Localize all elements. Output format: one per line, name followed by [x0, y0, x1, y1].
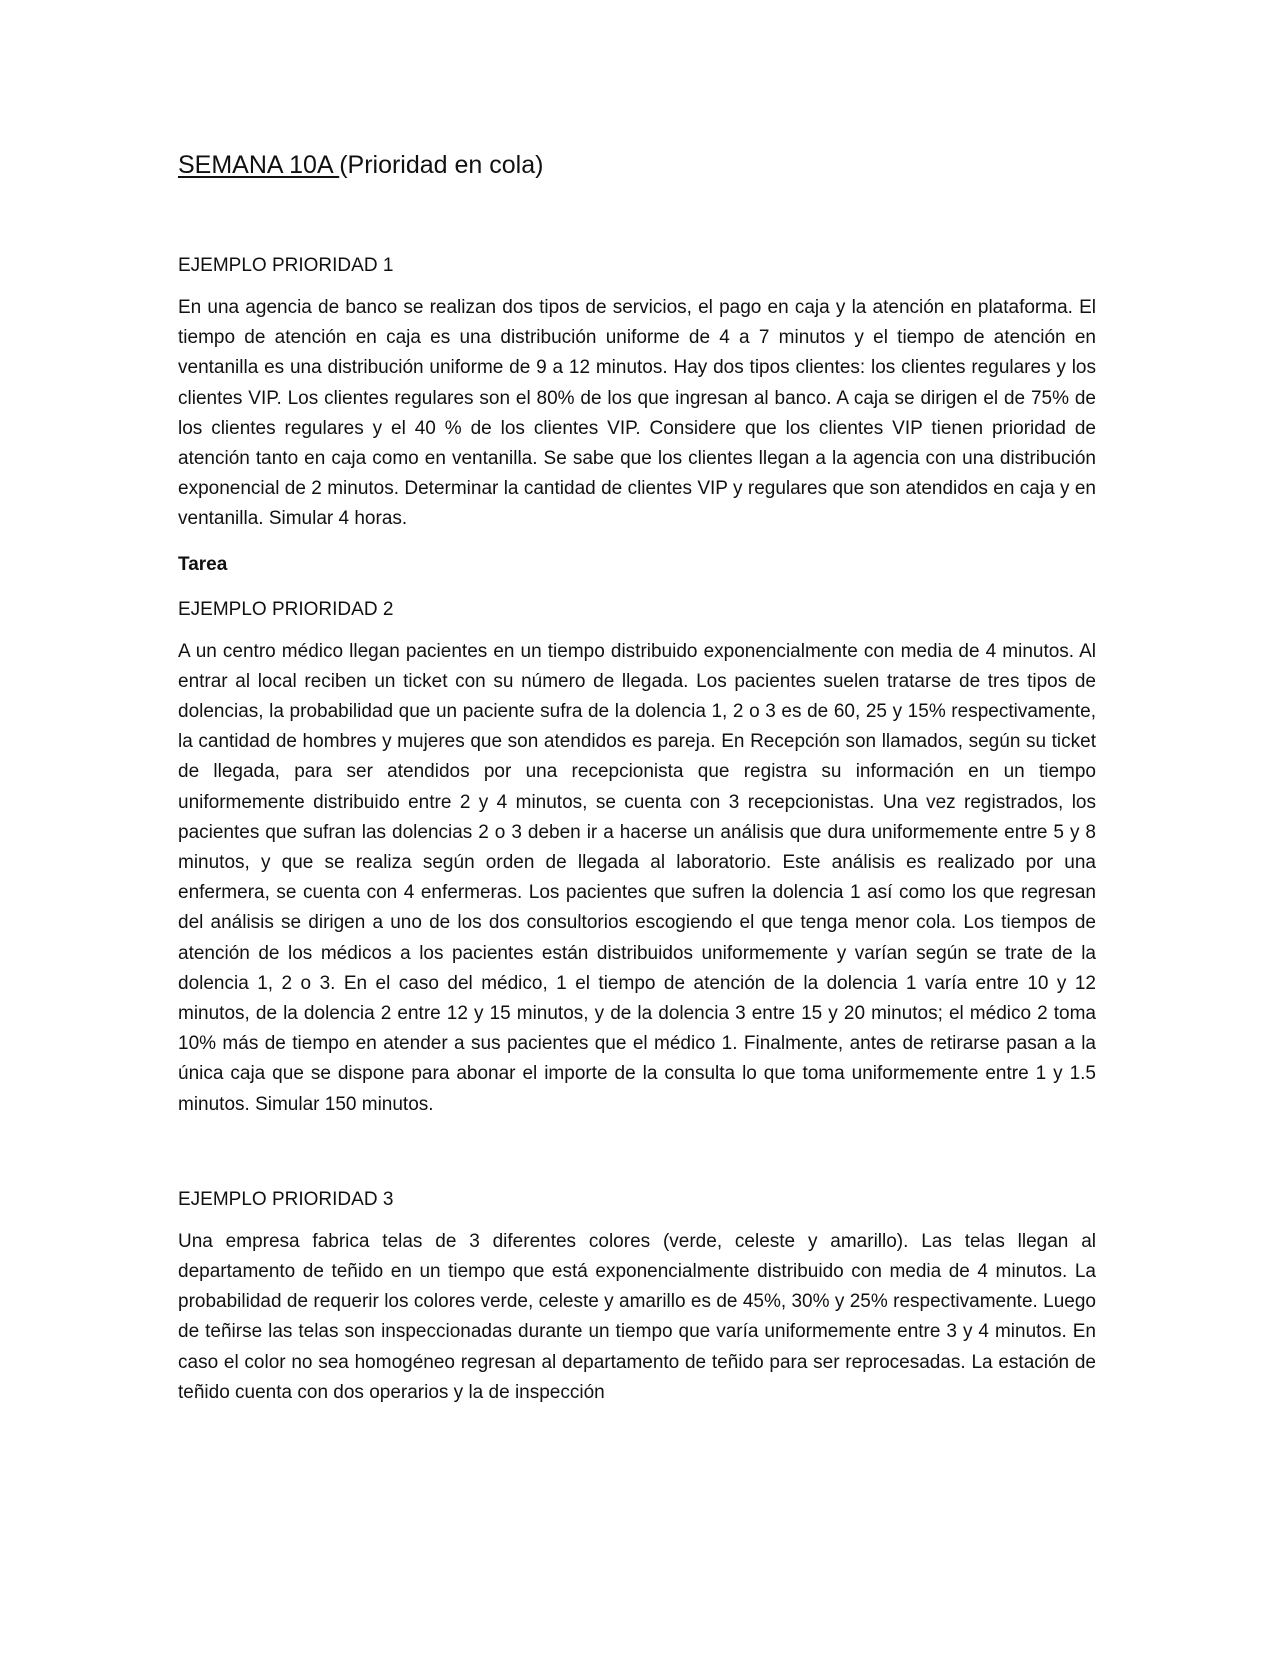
tarea-heading: Tarea: [178, 553, 228, 575]
page-title-main: SEMANA 10A: [178, 151, 340, 179]
section-heading-ejemplo-1: EJEMPLO PRIORIDAD 1: [178, 255, 394, 276]
document-page: [178, 148, 1096, 1424]
section-heading-ejemplo-3: EJEMPLO PRIORIDAD 3: [178, 1188, 394, 1210]
section-paragraph-ejemplo-1: En una agencia de banco se realizan dos tipos de servicios, el pago en caja y la atención en plataforma. El tiempo de atención en caja es una distribución uniforme de 4 a 7 minutos y el tiempo de atención en ventanilla es una distribución uniforme de 9 a 12 minutos. Hay dos tipos clientes: los clientes regulares y los clientes VIP. Los clientes regulares son el 80% de los que ingresan al banco. A caja se dirigen el de 75% de los clientes regulares y el 40 % de los clientes VIP. Considere que los clientes VIP tienen prioridad de atención tanto en caja como en ventanilla. Se sabe que los clientes llegan a la agencia con una distribución exponencial de 2 minutos. Determinar la cantidad de clientes VIP y regulares que son atendidos en caja y en ventanilla. Simular 4 horas.: [178, 297, 1096, 530]
section-paragraph-ejemplo-3: Una empresa fabrica telas de 3 diferentes colores (verde, celeste y amarillo). Las telas llegan al departamento de teñido en un tiempo que está exponencialmente distribuido con media de 4 minutos. La probabilidad de requerir los colores verde, celeste y amarillo es de 45%, 30% y 25% respectivamente. Luego de teñirse las telas son inspeccionadas durante un tiempo que varía uniformemente entre 3 y 4 minutos. En caso el color no sea homogéneo regresan al departamento de teñido para ser reprocesadas. La estación de teñido cuenta con dos operarios y la de inspección: [178, 1230, 1096, 1403]
section-paragraph-ejemplo-2: A un centro médico llegan pacientes en un tiempo distribuido exponencialmente con media de 4 minutos. Al entrar al local reciben un ticket con su número de llegada. Los pacientes suelen tratarse de tres tipos de dolencias, la probabilidad que un paciente sufra de la dolencia 1, 2 o 3 es de 60, 25 y 15% respectivamente, la cantidad de hombres y mujeres que son atendidos es pareja. En Recepción son llamados, según su ticket de llegada, para ser atendidos por una recepcionista que registra su información en un tiempo uniformemente distribuido entre 2 y 4 minutos, se cuenta con 3 recepcionistas. Una vez registrados, los pacientes que sufran las dolencias 2 o 3 deben ir a hacerse un análisis que dura uniformemente entre 5 y 8 minutos, y que se realiza según orden de llegada al laboratorio. Este análisis es realizado por una enfermera, se cuenta con 4 enfermeras. Los pacientes que sufren la dolencia 1 así como los que regresan del análisis se dirigen a uno de los dos consultorios escogiendo el que tenga menor cola. Los tiempos de atención de los médicos a los pacientes están distribuidos uniformemente y varían según se trate de la dolencia 1, 2 o 3. En el caso del médico, 1 el tiempo de atención de la dolencia 1 varía entre 10 y 12 minutos, de la dolencia 2 entre 12 y 15 minutos, y de la dolencia 3 entre 15 y 20 minutos; el médico 2 toma 10% más de tiempo en atender a sus pacientes que el médico 1. Finalmente, antes de retirarse pasan a la única caja que se dispone para abonar el importe de la consulta lo que toma uniformemente entre 1 y 1.5 minutos. Simular 150 minutos.: [178, 640, 1096, 1115]
section-spacer: [178, 1136, 1096, 1186]
page-title-subtitle: (Prioridad en cola): [339, 151, 544, 179]
section-heading-ejemplo-2: EJEMPLO PRIORIDAD 2: [178, 598, 394, 620]
page-title: [178, 148, 1096, 182]
